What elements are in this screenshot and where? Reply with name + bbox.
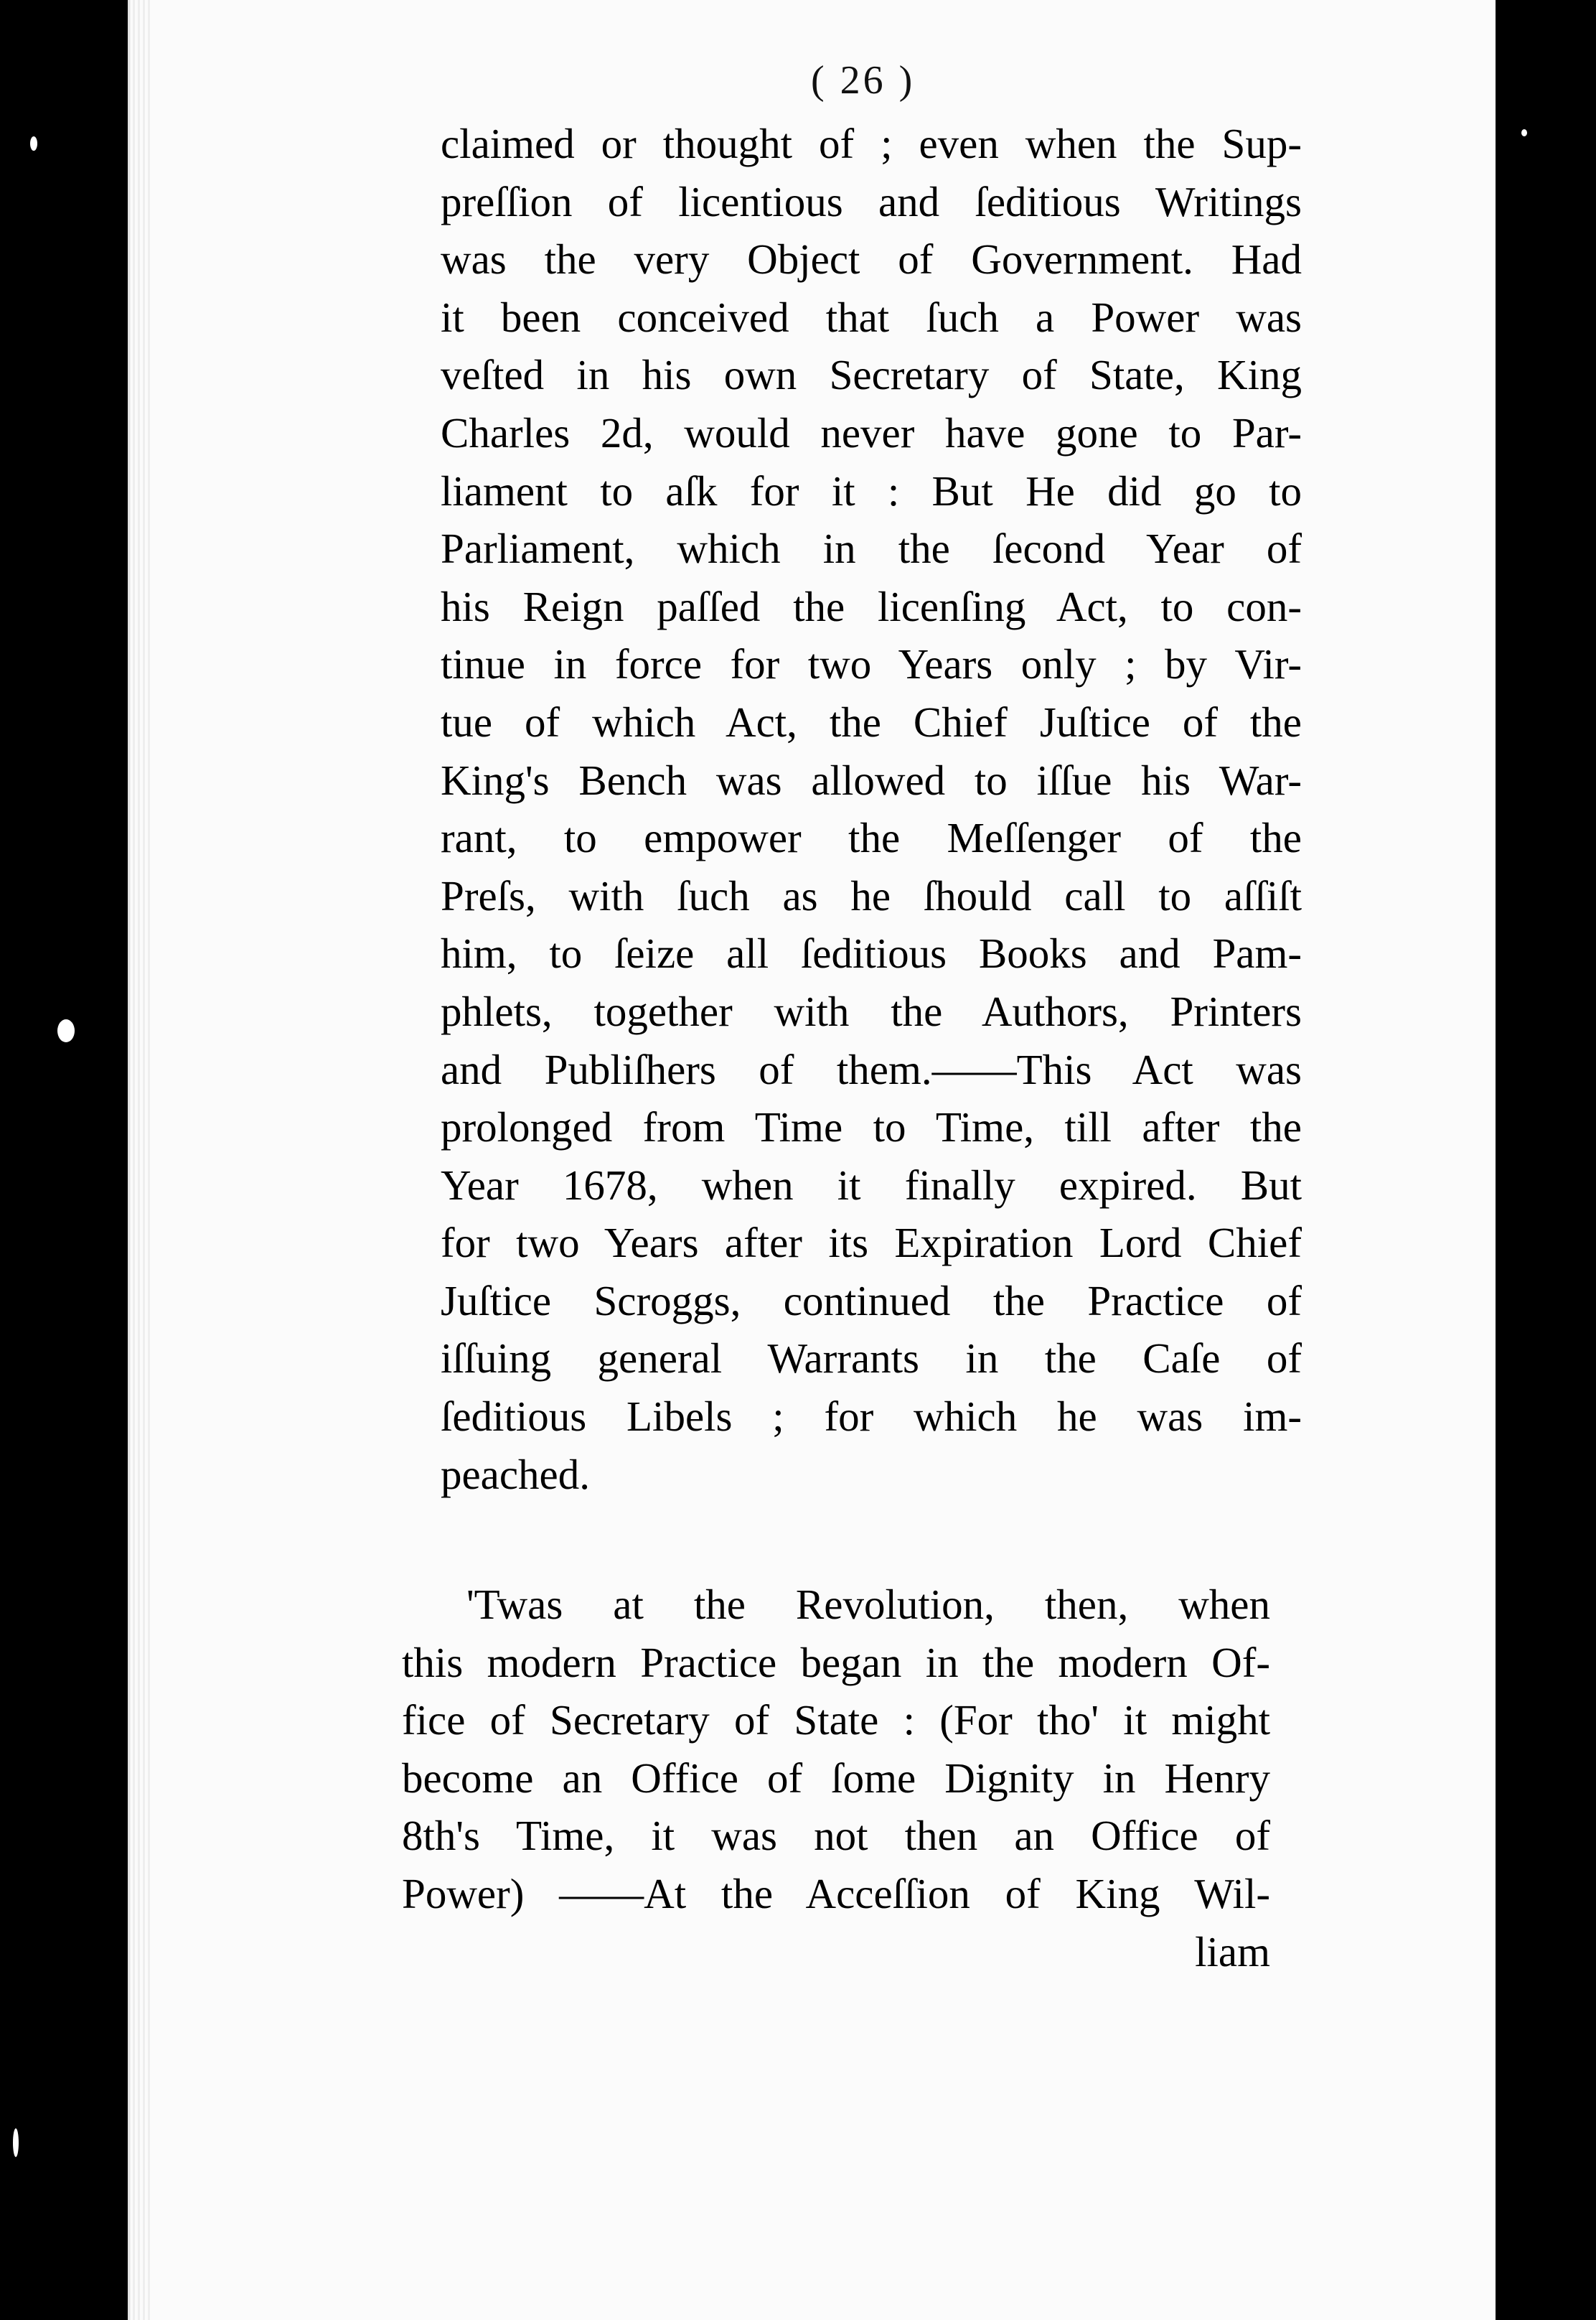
scan-speck — [30, 136, 37, 151]
scan-border-right — [1496, 0, 1596, 2320]
text-line: for two Years after its Expiration Lord Chief — [441, 1219, 1302, 1267]
scan-speck — [1521, 129, 1527, 136]
text-line: liament to aſk for it : But He did go to — [441, 467, 1302, 515]
text-line: his Reign paſſed the licenſing Act, to con- — [441, 582, 1302, 630]
text-line: and Publiſhers of them.——This Act was — [441, 1045, 1302, 1093]
text-line: 'Twas at the Revolution, then, when — [466, 1581, 1270, 1628]
text-line: tinue in force for two Years only ; by Vir- — [441, 640, 1302, 688]
text-line: him, to ſeize all ſeditious Books and Pam- — [441, 930, 1302, 978]
text-line: rant, to empower the Meſſenger of the — [441, 814, 1302, 862]
text-line: fice of Secretary of State : (For tho' it might — [402, 1696, 1270, 1744]
text-line: claimed or thought of ; even when the Sup- — [441, 120, 1302, 167]
text-line: Preſs, with ſuch as he ſhould call to aſſiſt — [441, 871, 1302, 920]
text-line: ſeditious Libels ; for which he was im- — [441, 1393, 1302, 1441]
text-line: Charles 2d, would never have gone to Par- — [441, 408, 1302, 457]
text-line: Parliament, which in the ſecond Year of — [441, 525, 1302, 573]
scan-speck — [13, 2128, 19, 2157]
text-line: peached. — [441, 1450, 590, 1498]
text-line: it been conceived that ſuch a Power was — [441, 293, 1302, 341]
page-edge — [1484, 0, 1496, 2320]
text-line: phlets, together with the Authors, Printers — [441, 987, 1302, 1035]
text-line: 8th's Time, it was not then an Office of — [402, 1812, 1270, 1860]
text-line: liam — [1195, 1927, 1270, 1975]
text-line: was the very Object of Government. Had — [441, 235, 1302, 284]
text-line: Juſtice Scroggs, continued the Practice of — [441, 1276, 1302, 1324]
text-line: Power) ——At the Acceſſion of King Wil- — [402, 1869, 1270, 1917]
text-line: this modern Practice began in the modern Of- — [402, 1638, 1270, 1686]
text-line: Year 1678, when it finally expired. But — [441, 1161, 1302, 1209]
text-line: veſted in his own Secretary of State, King — [441, 351, 1302, 399]
paragraph-1 — [441, 115, 1302, 1503]
text-line: King's Bench was allowed to iſſue his War- — [441, 756, 1302, 804]
text-line: iſſuing general Warrants in the Caſe of — [441, 1334, 1302, 1383]
text-line: become an Office of ſome Dignity in Henry — [402, 1754, 1270, 1802]
text-line: preſſion of licentious and ſeditious Writings — [441, 177, 1302, 225]
page-gutter — [128, 0, 152, 2320]
page-number: ( 26 ) — [811, 58, 916, 103]
text-line: tue of which Act, the Chief Juſtice of the — [441, 698, 1302, 746]
text-line: prolonged from Time to Time, till after the — [441, 1103, 1302, 1151]
scan-speck — [57, 1019, 75, 1042]
paragraph-2 — [402, 1576, 1270, 1980]
